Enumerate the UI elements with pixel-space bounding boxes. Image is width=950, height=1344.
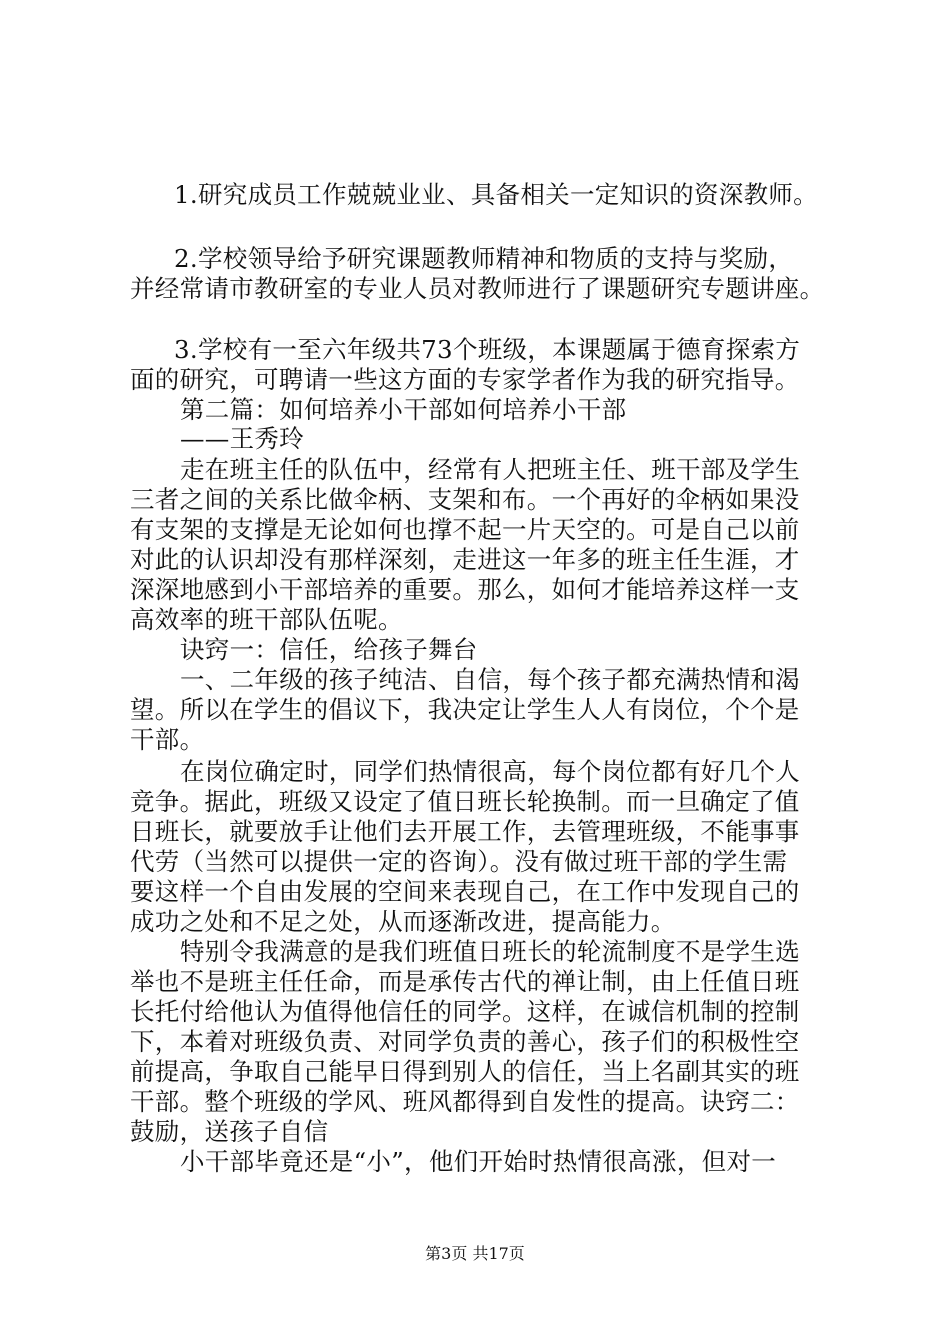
text-line: 对此的认识却没有那样深刻，走进这一年多的班主任生涯，才: [130, 545, 800, 574]
text-line: 鼓励，送孩子自信: [130, 1117, 329, 1146]
text-line: 小干部毕竟还是“小”，他们开始时热情很高涨，但对一: [180, 1147, 777, 1176]
text-line: 望。所以在学生的倡议下，我决定让学生人人有岗位，个个是: [130, 695, 800, 724]
text-line: 要这样一个自由发展的空间来表现自己，在工作中发现自己的: [130, 877, 800, 906]
text-line: 3.学校有一至六年级共73个班级，本课题属于德育探索方: [174, 335, 801, 364]
section-title: 第二篇：如何培养小干部如何培养小干部: [180, 395, 627, 424]
text-line: 1.研究成员工作兢兢业业、具备相关一定知识的资深教师。: [174, 180, 818, 209]
text-line: 深深地感到小干部培养的重要。那么，如何才能培养这样一支: [130, 575, 800, 604]
text-line: 前提高，争取自己能早日得到别人的信任，当上名副其实的班: [130, 1057, 800, 1086]
text-line: 并经常请市教研室的专业人员对教师进行了课题研究专题讲座。: [130, 274, 825, 303]
text-line: 在岗位确定时，同学们热情很高，每个岗位都有好几个人: [180, 757, 800, 786]
text-line: 代劳（当然可以提供一定的咨询）。没有做过班干部的学生需: [130, 847, 788, 876]
subheading: 诀窍一：信任，给孩子舞台: [180, 635, 478, 664]
text-line: 一、二年级的孩子纯洁、自信，每个孩子都充满热情和渴: [180, 665, 800, 694]
text-line: 高效率的班干部队伍呢。: [130, 605, 403, 634]
text-line: 走在班主任的队伍中，经常有人把班主任、班干部及学生: [180, 455, 800, 484]
text-line: 2.学校领导给予研究课题教师精神和物质的支持与奖励，: [174, 244, 794, 273]
author-line: ——王秀玲: [180, 424, 304, 453]
text-line: 日班长，就要放手让他们去开展工作，去管理班级，不能事事: [130, 817, 800, 846]
text-line: 面的研究，可聘请一些这方面的专家学者作为我的研究指导。: [130, 365, 800, 394]
text-line: 成功之处和不足之处，从而逐渐改进，提高能力。: [130, 907, 676, 936]
text-line: 竞争。据此，班级又设定了值日班长轮换制。而一旦确定了值: [130, 787, 800, 816]
text-line: 干部。整个班级的学风、班风都得到自发性的提高。诀窍二：: [130, 1087, 800, 1116]
text-line: 举也不是班主任任命，而是承传古代的禅让制，由上任值日班: [130, 967, 800, 996]
text-line: 长托付给他认为值得他信任的同学。这样，在诚信机制的控制: [130, 997, 800, 1026]
page-footer: 第3页 共17页: [425, 1244, 525, 1263]
text-line: 特别令我满意的是我们班值日班长的轮流制度不是学生选: [180, 937, 800, 966]
text-line: 三者之间的关系比做伞柄、支架和布。一个再好的伞柄如果没: [130, 485, 800, 514]
text-line: 干部。: [130, 725, 205, 754]
text-line: 有支架的支撑是无论如何也撑不起一片天空的。可是自己以前: [130, 515, 800, 544]
text-line: 下，本着对班级负责、对同学负责的善心，孩子们的积极性空: [130, 1027, 800, 1056]
